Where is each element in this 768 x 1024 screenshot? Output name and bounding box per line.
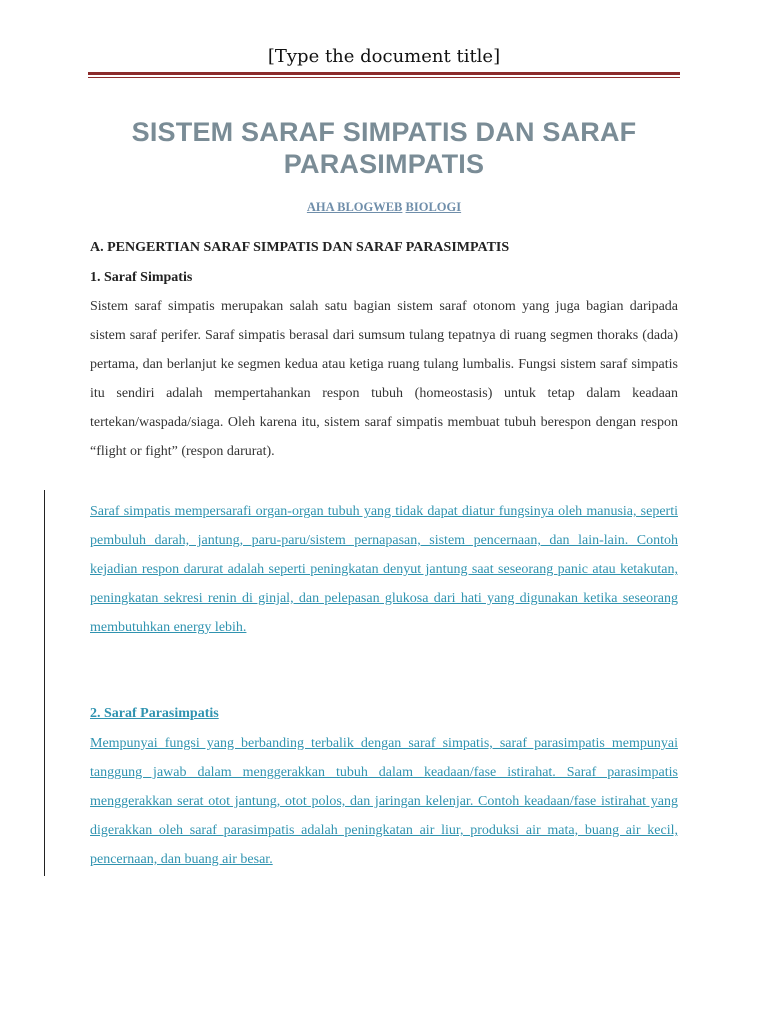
header-divider-thick — [88, 72, 680, 75]
document-header-title: [Type the document title] — [267, 46, 501, 67]
header-divider-thin — [88, 77, 680, 78]
subheading-saraf-simpatis: 1. Saraf Simpatis — [90, 270, 193, 285]
byline-link-blog[interactable]: AHA BLOGWEB — [306, 200, 403, 214]
linked-paragraph-saraf-parasimpatis[interactable]: Mempunyai fungsi yang berbanding terbalik dengan saraf simpatis, saraf parasimpatis mempunyai tanggung jawab dalam menggerakkan tubuh dalam keadaan/fase istirahat. Saraf parasimpatis menggerakkan serat otot jantung, otot polos, dan jaringan kelenjar. Contoh keadaan/fase istirahat yang digerakkan oleh saraf parasimpatis adalah peningkatan air liur, produksi air mata, buang air kecil, pencernaan, dan buang air besar. — [90, 736, 678, 867]
byline-link-category[interactable]: BIOLOGI — [405, 200, 462, 214]
revision-change-bar — [44, 490, 45, 876]
paragraph-saraf-simpatis: Sistem saraf simpatis merupakan salah satu bagian sistem saraf otonom yang juga bagian daripada sistem saraf perifer. Saraf simpatis berasal dari sumsum tulang tepatnya di ruang segmen thoraks (dada) pertama, dan berlanjut ke segmen kedua atau ketiga ruang tulang lumbalis. Fungsi sistem saraf simpatis itu sendiri adalah mempertahankan respon tubuh (homeostasis) untuk tetap dalam keadaan tertekan/waspada/siaga. Oleh karena itu, sistem saraf simpatis membuat tubuh berespon dengan respon “flight or fight” (respon darurat). — [90, 299, 678, 459]
byline — [0, 200, 768, 215]
linked-paragraph-saraf-simpatis[interactable]: Saraf simpatis mempersarafi organ-organ tubuh yang tidak dapat diatur fungsinya oleh manusia, seperti pembuluh darah, jantung, paru-paru/sistem pernapasan, sistem pencernaan, dan lain-lain. Contoh kejadian respon darurat adalah seperti peningkatan denyut jantung saat seseorang panic atau ketakutan, peningkatan sekresi renin di ginjal, dan pelepasan glukosa dari hati yang digunakan ketika seseorang membutuhkan energy lebih. — [90, 504, 678, 635]
page-title: SISTEM SARAF SIMPATIS DAN SARAF PARASIMPATIS — [131, 117, 637, 179]
subheading-saraf-parasimpatis[interactable]: 2. Saraf Parasimpatis — [90, 706, 219, 721]
section-heading-a: A. PENGERTIAN SARAF SIMPATIS DAN SARAF PARASIMPATIS — [90, 240, 510, 255]
